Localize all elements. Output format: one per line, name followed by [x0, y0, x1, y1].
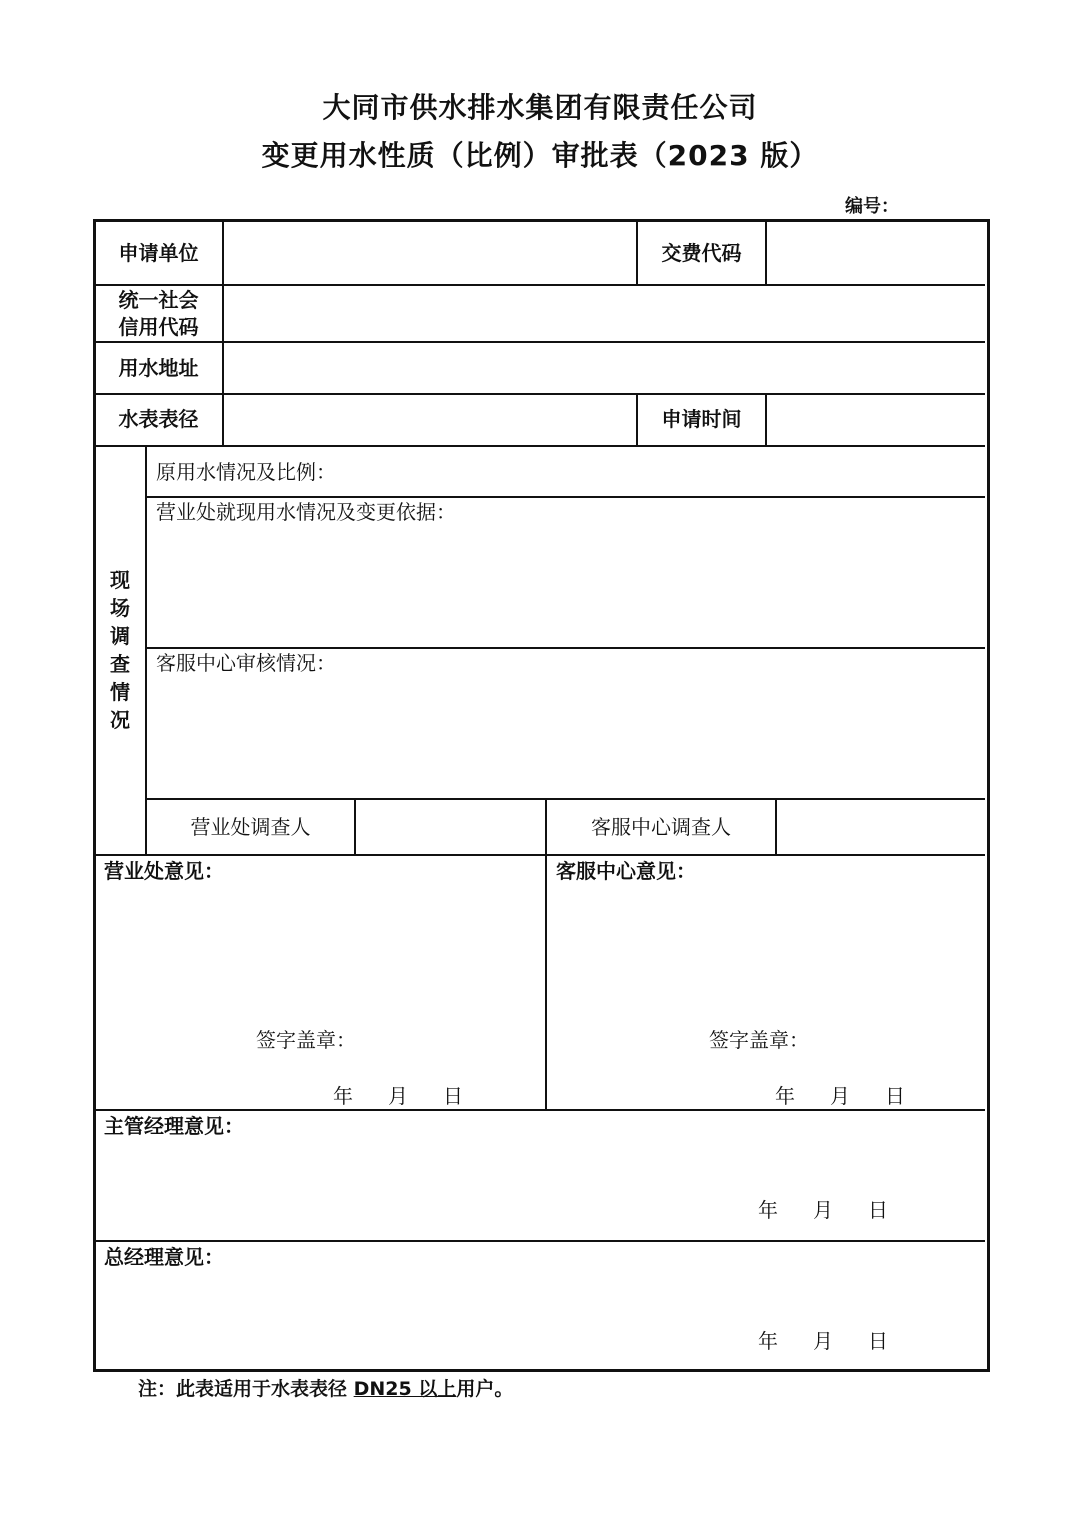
date-day: 日	[868, 1198, 888, 1222]
date-year: 年	[758, 1329, 778, 1353]
form-title: 变更用水性质（比例）审批表（2023 版）	[261, 139, 819, 172]
business-office-investigator-label: 营业处调查人	[190, 815, 311, 839]
date-year: 年	[758, 1198, 778, 1222]
service-center-investigator-field[interactable]	[777, 800, 983, 853]
date-year: 年	[333, 1084, 353, 1108]
address-label: 用水地址	[118, 356, 199, 380]
business-office-investigator-field[interactable]	[356, 800, 544, 853]
date-day: 日	[868, 1329, 888, 1353]
footer-note	[138, 1374, 513, 1401]
credit-code-label-line1: 统一社会	[118, 288, 199, 312]
applicant-label: 申请单位	[118, 241, 199, 265]
footer-note-suffix: 用户。	[456, 1378, 514, 1400]
credit-code-field[interactable]	[224, 286, 983, 340]
date-month: 月	[813, 1198, 833, 1222]
credit-code-label-line2: 信用代码	[118, 315, 199, 339]
date-day: 日	[443, 1084, 463, 1108]
meter-size-field[interactable]	[224, 395, 635, 444]
service-center-investigator-label: 客服中心调查人	[591, 815, 731, 839]
signature-label: 签字盖章：	[709, 1028, 809, 1052]
page-title: 大同市供水排水集团有限责任公司	[322, 91, 758, 124]
date-year: 年	[775, 1084, 795, 1108]
business-office-opinion-label: 营业处意见：	[104, 859, 224, 883]
column-divider	[145, 445, 147, 854]
original-usage-label: 原用水情况及比例：	[156, 460, 336, 484]
date-day: 日	[885, 1084, 905, 1108]
row-divider	[94, 445, 985, 447]
row-divider	[94, 1109, 985, 1111]
payment-code-field[interactable]	[767, 222, 983, 283]
date-month: 月	[813, 1329, 833, 1353]
apply-time-field[interactable]	[767, 395, 983, 444]
payment-code-label: 交费代码	[661, 241, 742, 265]
row-divider	[145, 647, 985, 649]
date-month: 月	[388, 1084, 408, 1108]
applicant-field[interactable]	[224, 222, 635, 283]
general-manager-opinion-label: 总经理意见：	[104, 1245, 224, 1269]
apply-time-label: 申请时间	[661, 407, 742, 431]
serial-number-label: 编号：	[845, 196, 899, 217]
row-divider	[145, 496, 985, 498]
business-office-basis-label: 营业处就现用水情况及变更依据：	[156, 500, 456, 524]
footer-note-prefix: 注：此表适用于水表表径	[138, 1378, 354, 1400]
footer-note-underlined: DN25 以上	[353, 1378, 457, 1400]
date-month: 月	[830, 1084, 850, 1108]
survey-section-label: 现场调查情况	[110, 568, 130, 732]
row-divider	[94, 1240, 985, 1242]
manager-opinion-label: 主管经理意见：	[104, 1114, 244, 1138]
signature-label: 签字盖章：	[256, 1028, 356, 1052]
row-divider	[94, 854, 985, 856]
service-center-review-label: 客服中心审核情况：	[156, 651, 336, 675]
column-divider	[545, 798, 547, 1109]
address-field[interactable]	[224, 343, 983, 392]
service-center-opinion-label: 客服中心意见：	[556, 859, 696, 883]
meter-size-label: 水表表径	[118, 407, 199, 431]
